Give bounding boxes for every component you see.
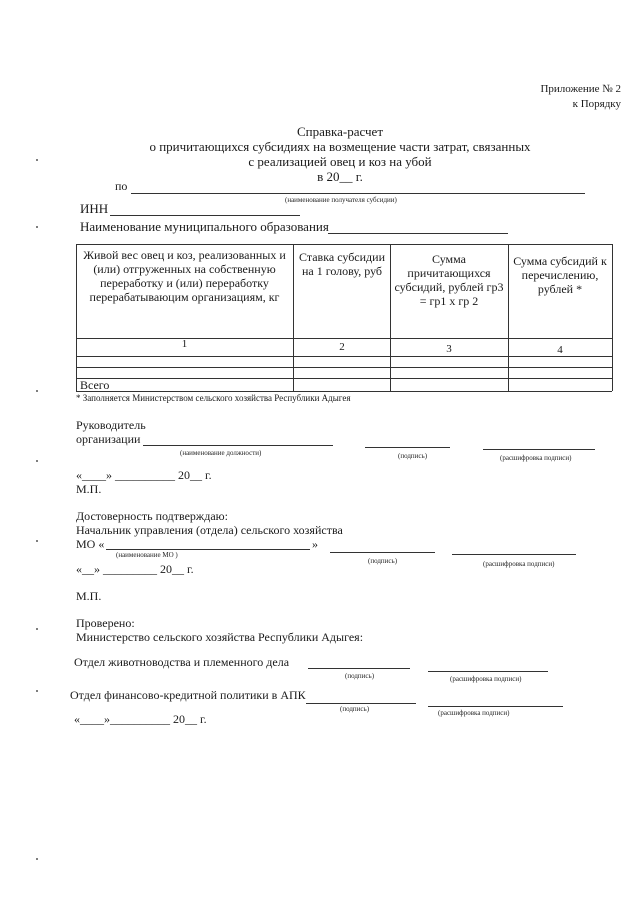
- column-header-amount: Сумма причитающихся субсидий, рублей гр3 = гр1 х гр 2: [394, 252, 504, 308]
- confirm-title: [76, 509, 343, 537]
- confirm-signature-line[interactable]: [330, 552, 435, 553]
- dept-livestock-signature-line[interactable]: [308, 668, 410, 669]
- scan-speck: [36, 159, 38, 161]
- manager-line-2: организации: [76, 432, 141, 446]
- scan-speck: [36, 690, 38, 692]
- checked-line-2: Министерство сельского хозяйства Республики Адыгея:: [76, 630, 364, 644]
- appendix-number: Приложение № 2: [540, 83, 621, 95]
- footnote: * Заполняется Министерством сельского хозяйства Республики Адыгея: [76, 393, 351, 403]
- mo-caption: (наименование МО ): [116, 551, 178, 559]
- manager-decoding-line[interactable]: [483, 449, 595, 450]
- recipient-caption: (наименование получателя субсидии): [285, 196, 397, 204]
- dept-finance-decoding-line[interactable]: [428, 706, 563, 707]
- inn-label: ИНН: [80, 201, 109, 216]
- po-label: по: [115, 179, 128, 193]
- checked-line-1: Проверено:: [76, 616, 135, 630]
- mo-suffix: »: [312, 537, 318, 551]
- title-line-1: Справка-расчет: [296, 124, 384, 139]
- manager-line-1: Руководитель: [76, 418, 146, 432]
- recipient-line[interactable]: [131, 193, 585, 194]
- dept-livestock-decoding-line[interactable]: [428, 671, 548, 672]
- manager-title: [76, 418, 146, 446]
- dept-finance-signature-line[interactable]: [306, 703, 416, 704]
- municipality-label: Наименование муниципального образования: [80, 219, 329, 234]
- scan-speck: [36, 460, 38, 462]
- dept-livestock-signature-caption: (подпись): [345, 672, 375, 680]
- total-label: Всего: [80, 378, 110, 392]
- scan-speck: [36, 628, 38, 630]
- appendix-order: к Порядку: [572, 98, 621, 110]
- confirm-decoding-caption: (расшифровка подписи): [483, 560, 555, 568]
- appendix-block: [531, 82, 621, 112]
- dept-livestock-label: Отдел животноводства и племенного дела: [74, 655, 290, 669]
- dept-finance-label: Отдел финансово-кредитной политики в АПК: [70, 688, 306, 702]
- column-number-3: 3: [446, 343, 452, 355]
- confirm-decoding-line[interactable]: [452, 554, 576, 555]
- confirm-signature-caption: (подпись): [368, 557, 398, 565]
- manager-stamp-mp: М.П.: [76, 482, 102, 496]
- mo-name-line[interactable]: [106, 549, 310, 550]
- dept-livestock-decoding-caption: (расшифровка подписи): [450, 675, 522, 683]
- document-title: [110, 124, 570, 184]
- scan-speck: [36, 540, 38, 542]
- inn-line[interactable]: [110, 215, 300, 216]
- municipality-line[interactable]: [328, 233, 508, 234]
- checked-date[interactable]: «____»__________ 20__ г.: [74, 712, 207, 726]
- confirm-line-2: Начальник управления (отдела) сельского хозяйства: [76, 523, 343, 537]
- manager-signature-line[interactable]: [365, 447, 450, 448]
- confirm-stamp-mp: М.П.: [76, 589, 102, 603]
- title-line-2: о причитающихся субсидиях на возмещение части затрат, связанных: [149, 139, 531, 154]
- title-line-3: с реализацией овец и коз на убой: [248, 154, 432, 169]
- column-number-2: 2: [339, 341, 345, 353]
- column-number-1: 1: [181, 338, 188, 350]
- manager-position-line[interactable]: [143, 445, 333, 446]
- column-header-weight: Живой вес овец и коз, реализованных и (или) отгруженных на собственную переработку и (или) переработку перерабатываюцим организациям, кг: [83, 248, 286, 304]
- confirm-line-1: Достоверность подтверждаю:: [76, 509, 228, 523]
- dept-finance-signature-caption: (подпись): [340, 705, 370, 713]
- manager-date[interactable]: «____» __________ 20__ г.: [76, 468, 212, 482]
- confirm-date[interactable]: «__» _________ 20__ г.: [76, 562, 194, 576]
- manager-signature-caption: (подпись): [398, 452, 428, 460]
- title-line-4: в 20__ г.: [317, 169, 363, 184]
- manager-decoding-caption: (расшифровка подписи): [500, 454, 572, 462]
- column-header-rate: Ставка субсидии на 1 голову, руб: [298, 250, 385, 278]
- column-header-transfer: Сумма субсидий к перечислению, рублей *: [513, 254, 607, 296]
- scan-speck: [36, 390, 38, 392]
- dept-finance-decoding-caption: (расшифровка подписи): [438, 709, 510, 717]
- checked-title: [76, 616, 363, 644]
- scan-speck: [36, 858, 38, 860]
- column-number-4: 4: [557, 344, 563, 356]
- scan-speck: [36, 226, 38, 228]
- mo-prefix: МО «: [76, 537, 105, 551]
- manager-position-caption: (наименование должности): [180, 449, 262, 457]
